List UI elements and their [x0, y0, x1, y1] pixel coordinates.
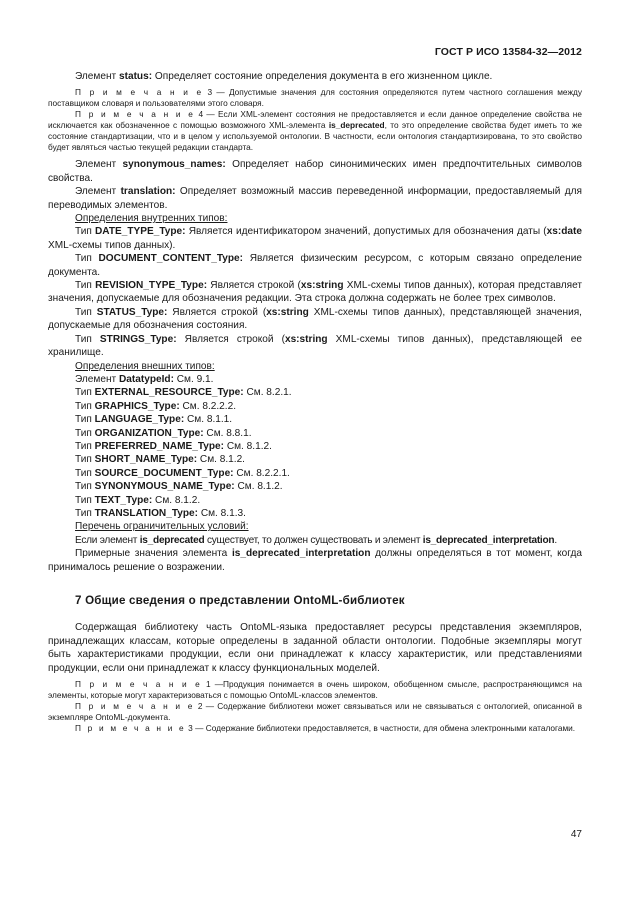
term: TEXT_Type:: [94, 494, 153, 506]
text: Тип: [75, 467, 95, 479]
term: SOURCE_DOCUMENT_Type:: [94, 467, 234, 479]
text: Элемент: [75, 186, 121, 198]
term-xs-string: xs:string: [284, 333, 328, 345]
term: DatatypeId:: [118, 373, 174, 385]
reference: См. 8.1.2.: [224, 440, 272, 452]
term-status-type: STATUS_Type:: [96, 306, 168, 318]
text: Элемент: [75, 71, 119, 82]
text: Является строкой (: [167, 306, 267, 318]
term-is-deprecated-interpretation: is_deprecated_interpretation: [231, 548, 371, 560]
external-type-item: [48, 427, 582, 440]
text: .: [554, 534, 557, 546]
note-label: П р и м е ч а н и е: [75, 679, 202, 690]
text: Является строкой (: [176, 333, 285, 345]
paragraph-date-type: [48, 225, 582, 252]
reference: См. 8.1.2.: [152, 494, 201, 506]
external-type-item: [48, 507, 582, 520]
term-strings-type: STRINGS_Type:: [99, 333, 177, 345]
page-header: ГОСТ Р ИСО 13584-32—2012: [434, 46, 582, 58]
text: Тип: [75, 253, 99, 265]
note-number: 3: [207, 87, 213, 98]
page-content: [48, 70, 582, 734]
library-note-2: [48, 701, 582, 723]
term: SHORT_NAME_Type:: [94, 454, 198, 466]
paragraph-document-content-type: [48, 252, 582, 279]
external-types-heading: Определения внешних типов:: [75, 360, 215, 372]
note-label: П р и м е ч а н и е: [75, 87, 204, 98]
note-number: 2: [197, 701, 203, 712]
library-note-3: [48, 723, 582, 734]
text: Примерные значения элемента: [75, 548, 232, 560]
text: Является физическим ресурсом, с которым связано определение документа.: [48, 253, 582, 278]
paragraph-example-values: [48, 547, 582, 574]
paragraph-synonymous-names: [48, 158, 582, 185]
paragraph-strings-type: [48, 333, 582, 360]
text: Тип: [75, 226, 96, 238]
external-type-item: [48, 453, 582, 466]
note-label: П р и м е ч а н и е: [75, 109, 196, 120]
note-3: [48, 87, 582, 109]
term-status: status:: [118, 71, 153, 82]
text: Если элемент: [75, 534, 140, 546]
note-text: — Содержание библиотеки предоставляется, в частности, для обмена электронными каталогами.: [192, 723, 576, 734]
paragraph-library: Содержащая библиотеку часть OntoML-языка предоставляет ресурсы представления экземпляров, принадлежащих классам, которые определены в заданной области онтологии. Подобные экземпляры могут быть характеристиками продукции, если они принадлежат к классу характеристик, или представлениями продукции, если они принадлежат к классу функциональных моделей.: [48, 622, 582, 674]
external-type-item: [48, 373, 582, 386]
paragraph-status-type: [48, 306, 582, 333]
term: SYNONYMOUS_NAME_Type:: [94, 481, 235, 493]
text: Тип: [75, 427, 95, 439]
text: Является строкой (: [207, 280, 301, 292]
text: Тип: [75, 280, 96, 292]
term: LANGUAGE_Type:: [94, 414, 185, 426]
text: Элемент: [75, 159, 123, 171]
reference: См. 8.1.2.: [197, 454, 245, 466]
reference: См. 8.1.1.: [184, 414, 233, 426]
term-document-content-type: DOCUMENT_CONTENT_Type:: [98, 253, 244, 265]
text: XML-схемы типов данных), представляющей значения, допускаемые для обозначения состояния.: [48, 306, 582, 332]
reference: См. 8.2.2.1.: [233, 467, 290, 479]
external-types-list: [48, 373, 582, 520]
term-xs-date: xs:date: [546, 226, 582, 238]
external-type-item: [48, 386, 582, 399]
note-label: П р и м е ч а н и е: [75, 723, 186, 734]
term-synonymous-names: synonymous_names:: [122, 159, 226, 171]
text: Тип: [75, 414, 95, 426]
external-type-item: [48, 413, 582, 426]
note-text: , то это определение свойства будет иметь то же состояние стандартизации, что и в целом у используемой онтологии. В частности, если онтология стандартизирована, то это свойство будет являться частью текущей редакции стандарта.: [48, 120, 582, 153]
text: Определяет состояние определения документа в его жизненном цикле.: [152, 71, 493, 82]
note-4: [48, 109, 582, 153]
note-number: 3: [188, 723, 193, 734]
library-note-1: [48, 679, 582, 701]
note-number: 4: [198, 109, 204, 120]
reference: См. 8.2.2.2.: [179, 400, 237, 412]
text: Тип: [75, 306, 97, 318]
text: Тип: [75, 333, 100, 345]
term-is-deprecated: is_deprecated: [139, 534, 205, 546]
section-heading: 7 Общие сведения о представлении OntoML-библиотек: [75, 594, 405, 607]
term: GRAPHICS_Type:: [94, 400, 180, 412]
reference: См. 8.2.1.: [243, 387, 292, 399]
reference: См. 9.1.: [173, 373, 214, 385]
note-label: П р и м е ч а н и е: [75, 701, 195, 712]
term-xs-string: xs:string: [300, 280, 344, 292]
note-text: — Содержание библиотеки может связываться или не связываться с онтологией, описанной в экземпляре OntoML-документа.: [48, 701, 583, 723]
note-text: — Допустимые значения для состояния определяются путем частного соглашения между поставщиком словаря и пользователями этого словаря.: [48, 87, 582, 109]
reference: См. 8.8.1.: [203, 427, 252, 439]
internal-types-heading: Определения внутренних типов:: [75, 213, 228, 225]
term-date-type: DATE_TYPE_Type:: [95, 226, 186, 238]
note-text: — Если XML-элемент состояния не предоставляется и если данное определение свойства не исключается как обозначенное с помощью возможного XML-элемента: [48, 109, 582, 131]
text: Тип: [75, 440, 95, 452]
term-translation: translation:: [120, 186, 176, 198]
term-is-deprecated-interpretation: is_deprecated_interpretation: [422, 534, 555, 546]
external-type-item: [48, 400, 582, 413]
note-text: —Продукция понимается в очень широком, обобщенном смысле, распространяющимся на элементы, которые могут характеризоваться с помощью OntoML-классов элементов.: [48, 679, 582, 701]
text: Тип: [75, 481, 95, 493]
term-revision-type: REVISION_TYPE_Type:: [95, 280, 208, 292]
text: Определяет возможный массив переведенной информации, предоставляемый для переводимых элементов.: [48, 186, 582, 211]
term: PREFERRED_NAME_Type:: [94, 440, 225, 452]
term: ORGANIZATION_Type:: [94, 427, 204, 439]
external-type-item: [48, 440, 582, 453]
term: TRANSLATION_Type:: [94, 507, 199, 519]
text: XML-схемы типов данных), представляющей ее хранилище.: [48, 333, 582, 359]
note-number: 1: [206, 679, 211, 690]
external-type-item: [48, 494, 582, 507]
term-is-deprecated: is_deprecated: [328, 120, 385, 131]
text: XML-схемы типов данных).: [48, 239, 176, 251]
reference: См. 8.1.2.: [234, 481, 283, 493]
constraints-heading: Перечень ограничительных условий:: [75, 521, 249, 533]
text: Элемент: [75, 373, 119, 385]
text: должны определяться в тот момент, когда принималось решение о возражении.: [48, 548, 582, 573]
page-number: 47: [570, 829, 582, 840]
paragraph-translation: [48, 185, 582, 212]
text: Тип: [75, 494, 95, 506]
text: Определяет набор синонимических имен предпочтительных символов свойства.: [48, 159, 583, 184]
text: Тип: [75, 400, 95, 412]
text: Является идентификатором значений, допустимых для обозначения даты (: [185, 226, 547, 238]
text: Тип: [75, 454, 95, 466]
text: Тип: [75, 387, 95, 399]
term: EXTERNAL_RESOURCE_Type:: [94, 387, 244, 399]
paragraph-status: [48, 70, 582, 83]
external-type-item: [48, 467, 582, 480]
external-type-item: [48, 480, 582, 493]
text: существует, то должен существовать и элемент: [204, 534, 423, 546]
text: XML-схемы типов данных), которая представляет значения, допускаемые для обозначения редакции. Эта строка должна содержать не более трех символов.: [48, 280, 583, 305]
paragraph-constraint: [48, 534, 582, 547]
text: Тип: [75, 507, 95, 519]
term-xs-string: xs:string: [266, 306, 309, 318]
paragraph-revision-type: [48, 279, 582, 306]
reference: См. 8.1.3.: [198, 507, 246, 519]
